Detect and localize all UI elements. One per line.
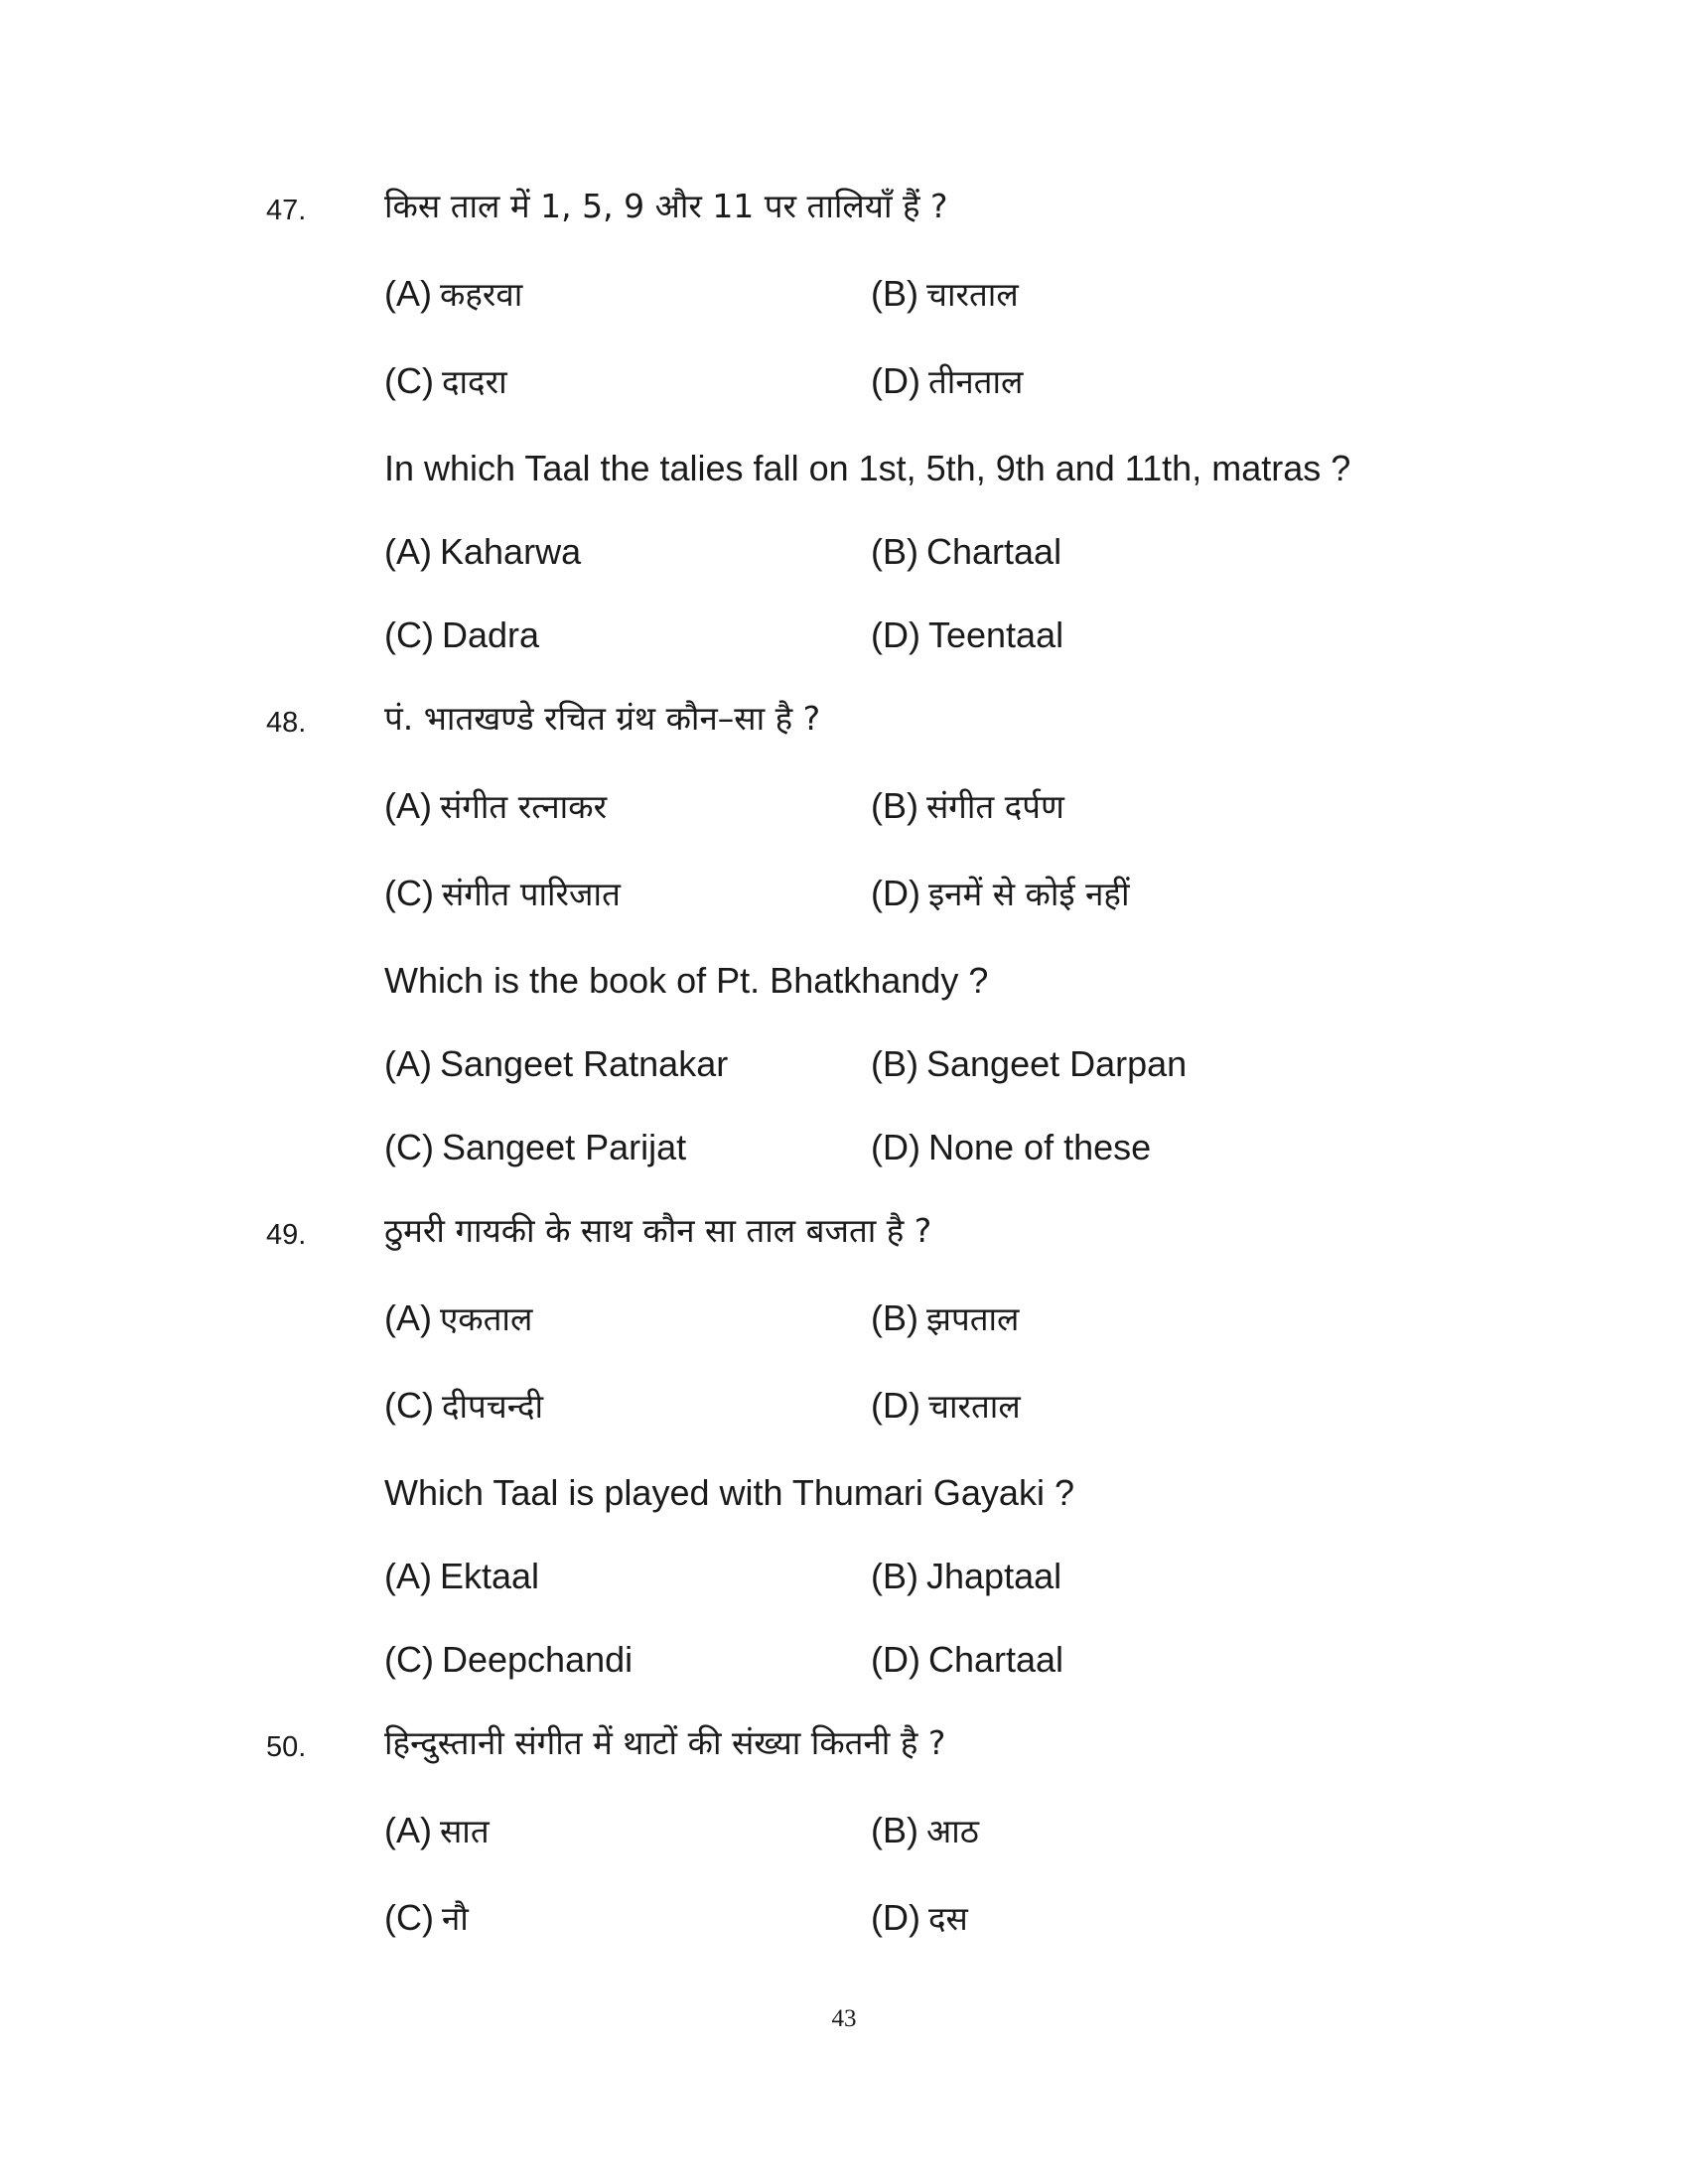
option-text: Chartaal: [927, 1639, 1064, 1680]
option-c-hindi: [384, 359, 507, 404]
option-c-english: [384, 1638, 633, 1682]
question-number: 50.: [266, 1731, 307, 1763]
question-text-hindi: हिन्दुस्तानी संगीत में थाटों की संख्या कितनी है ?: [384, 1723, 946, 1762]
option-a-hindi: [384, 272, 522, 317]
option-text: दीपचन्दी: [441, 1387, 544, 1426]
option-text: Sangeet Darpan: [926, 1043, 1188, 1084]
option-text: Kaharwa: [440, 531, 582, 572]
option-a-hindi: [384, 1297, 532, 1341]
option-key: (C): [384, 873, 434, 913]
option-b-hindi: [871, 1809, 979, 1853]
option-c-hindi: [384, 1384, 543, 1429]
option-text: चारताल: [927, 1387, 1021, 1426]
option-key: (D): [871, 1127, 920, 1167]
option-text: चारताल: [926, 275, 1019, 314]
option-key: (B): [871, 531, 918, 572]
option-b-hindi: [871, 272, 1019, 317]
option-text: Ektaal: [440, 1556, 540, 1596]
option-key: (D): [871, 1639, 920, 1680]
option-d-english: [871, 1126, 1151, 1169]
option-d-english: [871, 1638, 1063, 1682]
option-d-hindi: [871, 1384, 1021, 1429]
option-text: तीनताल: [927, 362, 1024, 401]
option-c-hindi: [384, 872, 621, 916]
option-c-hindi: [384, 1896, 469, 1941]
question-text-hindi: किस ताल में 1, 5, 9 और 11 पर तालियाँ हैं ?: [384, 187, 948, 225]
option-text: Jhaptaal: [926, 1556, 1062, 1596]
option-key: (D): [871, 1897, 920, 1938]
option-b-english: [871, 1555, 1061, 1598]
option-key: (B): [871, 785, 918, 826]
option-key: (C): [384, 1127, 434, 1167]
option-text: नौ: [441, 1899, 469, 1938]
option-b-english: [871, 530, 1061, 574]
option-a-english: [384, 1042, 728, 1086]
option-key: (B): [871, 1556, 918, 1596]
option-key: (A): [384, 1297, 432, 1338]
option-b-english: [871, 1042, 1187, 1086]
option-text: दादरा: [441, 362, 507, 401]
option-key: (C): [384, 1385, 434, 1426]
option-key: (D): [871, 873, 920, 913]
option-d-hindi: [871, 872, 1130, 916]
question-number: 49.: [266, 1219, 307, 1251]
option-b-hindi: [871, 1297, 1019, 1341]
option-key: (B): [871, 1810, 918, 1850]
option-key: (A): [384, 531, 432, 572]
question-text-hindi: पं. भातखण्डे रचित ग्रंथ कौन–सा है ?: [384, 699, 821, 738]
option-text: झपताल: [926, 1299, 1020, 1338]
option-key: (B): [871, 1297, 918, 1338]
option-key: (A): [384, 785, 432, 826]
option-d-hindi: [871, 359, 1023, 404]
question-text-english: Which is the book of Pt. Bhatkhandy ?: [384, 960, 989, 1001]
option-text: संगीत रत्नाकर: [440, 787, 608, 826]
option-text: दस: [927, 1899, 968, 1938]
option-text: Teentaal: [927, 614, 1064, 655]
option-c-english: [384, 614, 539, 657]
option-key: (C): [384, 1897, 434, 1938]
option-key: (A): [384, 1043, 432, 1084]
question-text-english: In which Taal the talies fall on 1st, 5th, 9th and 11th, matras ?: [384, 448, 1351, 488]
question-text-english: Which Taal is played with Thumari Gayaki ?: [384, 1472, 1074, 1513]
option-key: (C): [384, 614, 434, 655]
option-key: (B): [871, 273, 918, 314]
page-number: 43: [831, 2005, 857, 2032]
option-text: Sangeet Ratnakar: [440, 1043, 729, 1084]
option-text: Sangeet Parijat: [441, 1127, 687, 1167]
option-c-english: [384, 1126, 686, 1169]
option-text: एकताल: [440, 1299, 533, 1338]
option-a-english: [384, 1555, 539, 1598]
option-text: सात: [440, 1812, 490, 1850]
option-d-hindi: [871, 1896, 968, 1941]
option-text: आठ: [926, 1812, 979, 1850]
option-key: (D): [871, 360, 920, 401]
question-text-hindi: ठुमरी गायकी के साथ कौन सा ताल बजता है ?: [384, 1211, 932, 1250]
option-text: Chartaal: [926, 531, 1062, 572]
option-key: (A): [384, 1556, 432, 1596]
option-text: Dadra: [441, 614, 540, 655]
option-text: Deepchandi: [441, 1639, 633, 1680]
option-b-hindi: [871, 784, 1064, 829]
option-key: (D): [871, 1385, 920, 1426]
option-text: कहरवा: [440, 275, 523, 314]
option-key: (C): [384, 360, 434, 401]
option-key: (A): [384, 1810, 432, 1850]
option-a-hindi: [384, 1809, 490, 1853]
option-text: संगीत दर्पण: [926, 787, 1064, 826]
option-d-english: [871, 614, 1063, 657]
option-key: (C): [384, 1639, 434, 1680]
option-a-hindi: [384, 784, 607, 829]
option-text: None of these: [927, 1127, 1152, 1167]
option-text: संगीत पारिजात: [441, 875, 621, 913]
option-key: (A): [384, 273, 432, 314]
question-number: 48.: [266, 707, 307, 739]
option-text: इनमें से कोई नहीं: [927, 875, 1130, 913]
question-number: 47.: [266, 195, 307, 226]
option-key: (B): [871, 1043, 918, 1084]
option-key: (D): [871, 614, 920, 655]
option-a-english: [384, 530, 581, 574]
